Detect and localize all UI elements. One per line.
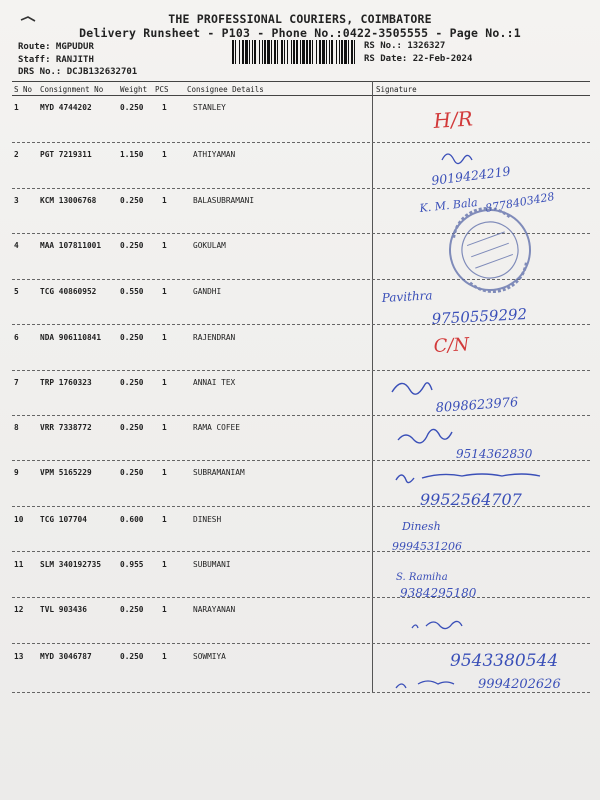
row-weight: 0.250 — [120, 196, 144, 205]
barcode-bar — [249, 40, 250, 64]
row-consignment: VPM 5165229 — [40, 468, 92, 477]
meta-left — [18, 41, 137, 79]
row-consignment: SLM 340192735 — [40, 560, 102, 569]
row-pcs: 1 — [162, 652, 167, 661]
barcode-bar — [242, 40, 244, 64]
sig-row2-phone: 9019424219 — [430, 163, 512, 188]
row-consignee: BALASUBRAMANI — [193, 196, 255, 205]
barcode-bar — [339, 40, 340, 64]
barcode-bar — [344, 40, 347, 64]
row-sno: 2 — [14, 150, 19, 159]
barcode-bar — [284, 40, 285, 64]
barcode-bar — [254, 40, 256, 64]
row-sno: 3 — [14, 196, 19, 205]
barcode-bar — [296, 40, 298, 64]
sig-row8-phone: 9514362830 — [456, 447, 533, 461]
row-consignment: MYD 4744202 — [40, 103, 92, 112]
row-pcs: 1 — [162, 333, 167, 342]
row-weight: 0.250 — [120, 652, 144, 661]
barcode-bar — [287, 40, 288, 64]
row-divider — [12, 142, 590, 143]
row-divider — [12, 415, 590, 416]
barcode-bar — [329, 40, 330, 64]
row-weight: 0.600 — [120, 515, 144, 524]
barcode-bar — [274, 40, 276, 64]
row-sno: 5 — [14, 287, 19, 296]
row-pcs: 1 — [162, 560, 167, 569]
sig-row7-phone: 8098623976 — [435, 395, 519, 416]
sig-row5-phone: 9750559292 — [431, 305, 528, 328]
table-row — [0, 333, 600, 379]
barcode-bar — [306, 40, 308, 64]
table-row — [0, 560, 600, 606]
row-consignment: TCG 40860952 — [40, 287, 97, 296]
row-divider — [12, 324, 590, 325]
sig-row11-phone: 9384295180 — [400, 586, 477, 600]
row-divider — [12, 551, 590, 552]
row-sno: 1 — [14, 103, 19, 112]
barcode-bar — [312, 40, 313, 64]
row-weight: 0.250 — [120, 103, 144, 112]
sig-row13-phone1: 9543380544 — [450, 651, 559, 671]
row-weight: 0.955 — [120, 560, 144, 569]
row-consignment: TVL 903436 — [40, 605, 87, 614]
barcode-bar — [271, 40, 272, 64]
barcode-bar — [354, 40, 355, 64]
barcode-bar — [235, 40, 236, 64]
barcode-bar — [259, 40, 260, 64]
barcode-bar — [331, 40, 333, 64]
row-divider — [12, 597, 590, 598]
sig-row3-name: K. M. Bala — [418, 195, 479, 215]
barcode-bar — [316, 40, 317, 64]
sig-row11-name: S. Ramiha — [396, 572, 448, 583]
barcode-bar — [322, 40, 325, 64]
row-divider — [12, 279, 590, 280]
row-divider — [12, 188, 590, 189]
row-divider — [12, 692, 590, 693]
row-pcs: 1 — [162, 287, 167, 296]
row-sno: 12 — [14, 605, 24, 614]
table-row — [0, 378, 600, 424]
row-pcs: 1 — [162, 241, 167, 250]
staff-label: Staff: RANJITH — [18, 54, 94, 65]
table-row — [0, 468, 600, 514]
table-row — [0, 287, 600, 333]
barcode-icon — [232, 40, 358, 64]
table-row — [0, 150, 600, 196]
rs-date: RS Date: 22-Feb-2024 — [364, 53, 473, 64]
row-divider — [12, 643, 590, 644]
sig-row3-phone: 8778403428 — [484, 189, 556, 215]
row-consignee: GOKULAM — [193, 241, 226, 250]
meta-right — [364, 40, 472, 65]
row-consignment: MYD 3046787 — [40, 652, 92, 661]
row-consignee: ATHIYAMAN — [193, 150, 236, 159]
barcode-bar — [302, 40, 305, 64]
row-consignee: GANDHI — [193, 287, 222, 296]
row-consignee: SUBRAMANIAM — [193, 468, 245, 477]
row-weight: 0.250 — [120, 468, 144, 477]
barcode-bar — [348, 40, 349, 64]
barcode-bar — [267, 40, 270, 64]
row-consignee: NARAYANAN — [193, 605, 236, 614]
table-row — [0, 605, 600, 651]
barcode-bar — [319, 40, 321, 64]
row-consignee: STANLEY — [193, 103, 226, 112]
col-consignment: Consignment No — [40, 85, 104, 94]
barcode-bar — [336, 40, 337, 64]
barcode-bar — [245, 40, 248, 64]
row-consignment: NDA 906110841 — [40, 333, 102, 342]
row-pcs: 1 — [162, 423, 167, 432]
barcode-bar — [300, 40, 301, 64]
table-row — [0, 196, 600, 242]
row-pcs: 1 — [162, 468, 167, 477]
row-pcs: 1 — [162, 196, 167, 205]
row-sno: 13 — [14, 652, 24, 661]
row-sno: 9 — [14, 468, 19, 477]
rs-number: RS No.: 1326327 — [364, 41, 446, 51]
row-consignment: TRP 1760323 — [40, 378, 92, 387]
row-weight: 0.250 — [120, 605, 144, 614]
barcode-bar — [239, 40, 240, 64]
barcode-bar — [264, 40, 266, 64]
runsheet-subtitle: Delivery Runsheet - P103 - Phone No.:0422-3505555 - Page No.:1 — [79, 26, 521, 40]
col-signature: Signature — [376, 85, 417, 94]
row-sno: 6 — [14, 333, 19, 342]
table-row — [0, 515, 600, 561]
sig-row10-phone: 9994531206 — [392, 540, 462, 553]
barcode-bar — [341, 40, 343, 64]
row-consignee: RAJENDRAN — [193, 333, 236, 342]
sig-row6: C/N — [433, 334, 470, 357]
col-pcs: PCS — [155, 85, 169, 94]
row-weight: 0.550 — [120, 287, 144, 296]
route-label: Route: MGPUDUR — [18, 42, 94, 52]
sig-row1: H/R — [432, 106, 474, 133]
barcode-bar — [262, 40, 263, 64]
barcode-bar — [326, 40, 327, 64]
row-weight: 0.250 — [120, 333, 144, 342]
barcode-bar — [309, 40, 311, 64]
row-consignee: RAMA COFEE — [193, 423, 240, 432]
row-divider — [12, 233, 590, 234]
row-sno: 8 — [14, 423, 19, 432]
row-pcs: 1 — [162, 150, 167, 159]
barcode-bar — [252, 40, 253, 64]
table-row — [0, 423, 600, 469]
col-sno: S No — [14, 85, 33, 94]
sig-row10-name: Dinesh — [402, 520, 441, 533]
row-consignment: VRR 7338772 — [40, 423, 92, 432]
row-sno: 11 — [14, 560, 24, 569]
row-sno: 7 — [14, 378, 19, 387]
table-top-border — [12, 81, 590, 82]
row-divider — [12, 460, 590, 461]
table-header-border — [12, 95, 590, 96]
sig-row13-phone2: 9994202626 — [478, 677, 561, 692]
row-consignment: KCM 13006768 — [40, 196, 97, 205]
company-title: THE PROFESSIONAL COURIERS, COIMBATORE — [168, 12, 432, 26]
barcode-bar — [291, 40, 292, 64]
sig-row9-phone: 9952564707 — [420, 490, 522, 509]
row-consignment: TCG 107704 — [40, 515, 87, 524]
row-pcs: 1 — [162, 605, 167, 614]
row-consignment: PGT 7219311 — [40, 150, 92, 159]
col-weight: Weight — [120, 85, 148, 94]
row-weight: 0.250 — [120, 378, 144, 387]
table-row — [0, 241, 600, 287]
barcode-bar — [277, 40, 278, 64]
row-pcs: 1 — [162, 515, 167, 524]
row-sno: 10 — [14, 515, 24, 524]
barcode-bar — [293, 40, 295, 64]
row-weight: 0.250 — [120, 241, 144, 250]
barcode-bar — [351, 40, 353, 64]
row-consignee: SUBUMANI — [193, 560, 231, 569]
row-consignment: MAA 107811001 — [40, 241, 102, 250]
row-consignee: DINESH — [193, 515, 222, 524]
barcode-bar — [232, 40, 234, 64]
row-weight: 1.150 — [120, 150, 144, 159]
row-consignee: SOWMIYA — [193, 652, 226, 661]
barcode-bar — [281, 40, 283, 64]
row-divider — [12, 506, 590, 507]
row-weight: 0.250 — [120, 423, 144, 432]
row-divider — [12, 370, 590, 371]
row-sno: 4 — [14, 241, 19, 250]
row-consignee: ANNAI TEX — [193, 378, 236, 387]
col-consignee: Consignee Details — [187, 85, 264, 94]
row-pcs: 1 — [162, 378, 167, 387]
sig-row5-name: Pavithra — [381, 288, 433, 305]
row-pcs: 1 — [162, 103, 167, 112]
drs-label: DRS No.: DCJB132632701 — [18, 67, 138, 77]
